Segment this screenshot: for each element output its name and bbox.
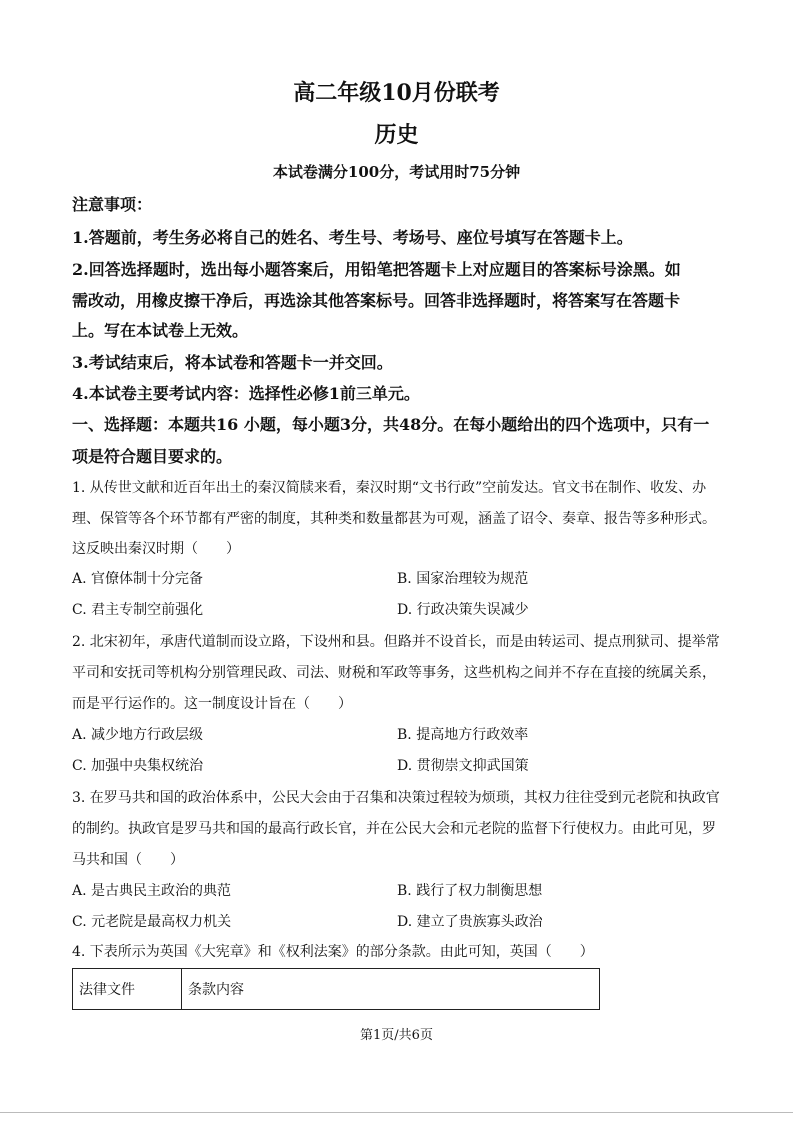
divider (0, 1112, 793, 1113)
notice-heading: 注意事项： (72, 195, 153, 214)
question-2-option-d: D. 贯彻崇文抑武国策 (397, 758, 529, 774)
notice-line: 3.考试结束后，将本试卷和答题卡一并交回。 (72, 353, 393, 372)
law-table (72, 968, 600, 1010)
question-3-stem: 的制约。执政官是罗马共和国的最高行政长官，并在公民大会和元老院的监督下行使权力。由此可见，罗 (72, 821, 716, 837)
question-1-stem: 这反映出秦汉时期（ ） (72, 541, 240, 557)
question-2-option-c: C. 加强中央集权统治 (72, 758, 204, 774)
question-3-option-b: B. 践行了权力制衡思想 (397, 883, 543, 899)
question-1-stem: 理、保管等各个环节都有严密的制度，其种类和数量都甚为可观，涵盖了诏令、奏章、报告等多种形式。 (72, 511, 716, 527)
question-4-stem: 4. 下表所示为英国《大宪章》和《权利法案》的部分条款。由此可知，英国（ ） (72, 944, 594, 960)
question-2-stem: 2. 北宋初年，承唐代道制而设立路，下设州和县。但路并不设首长，而是由转运司、提点刑狱司、提举常 (72, 634, 720, 650)
question-2-stem: 而是平行运作的。这一制度设计旨在（ ） (72, 696, 352, 712)
question-1-option-d: D. 行政决策失误减少 (397, 602, 529, 618)
subject-title: 历史 (374, 122, 419, 148)
question-3-option-d: D. 建立了贵族寡头政治 (397, 914, 543, 930)
table-header-document: 法律文件 (73, 969, 182, 1010)
question-1-option-a: A. 官僚体制十分完备 (72, 571, 204, 587)
question-3-stem: 3. 在罗马共和国的政治体系中，公民大会由于召集和决策过程较为烦琐，其权力往往受到元老院和执政官 (72, 790, 720, 806)
notice-line: 上。写在本试卷上无效。 (72, 321, 249, 340)
table-header-content: 条款内容 (182, 969, 600, 1010)
notice-line: 4.本试卷主要考试内容：选择性必修1前三单元。 (72, 384, 420, 403)
notice-line: 1.答题前，考生务必将自己的姓名、考生号、考场号、座位号填写在答题卡上。 (72, 228, 633, 247)
section-heading: 一、选择题：本题共16 小题，每小题3分，共48分。在每小题给出的四个选项中，只有一 (72, 415, 710, 434)
question-3-option-c: C. 元老院是最高权力机关 (72, 914, 232, 930)
table-row (73, 969, 600, 1010)
question-1-option-c: C. 君主专制空前强化 (72, 602, 204, 618)
question-2-option-b: B. 提高地方行政效率 (397, 727, 529, 743)
question-3-option-a: A. 是古典民主政治的典范 (72, 883, 232, 899)
notice-line: 2.回答选择题时，选出每小题答案后，用铅笔把答题卡上对应题目的答案标号涂黑。如 (72, 260, 681, 279)
question-2-stem: 平司和安抚司等机构分别管理民政、司法、财税和军政等事务，这些机构之间并不存在直接的统属关系， (72, 665, 716, 681)
page-number: 第1页/共6页 (360, 1028, 433, 1043)
exam-title: 高二年级10月份联考 (293, 80, 500, 106)
question-1-stem: 1. 从传世文献和近百年出土的秦汉简牍来看，秦汉时期“文书行政”空前发达。官文书在制作、收发、办 (72, 480, 707, 496)
question-1-option-b: B. 国家治理较为规范 (397, 571, 529, 587)
section-heading-cont: 项是符合题目要求的。 (72, 447, 233, 466)
exam-info: 本试卷满分100分，考试用时75分钟 (272, 163, 521, 181)
notice-line: 需改动，用橡皮擦干净后，再选涂其他答案标号。回答非选择题时，将答案写在答题卡 (72, 291, 681, 310)
question-3-stem: 马共和国（ ） (72, 852, 184, 868)
question-2-option-a: A. 减少地方行政层级 (72, 727, 204, 743)
